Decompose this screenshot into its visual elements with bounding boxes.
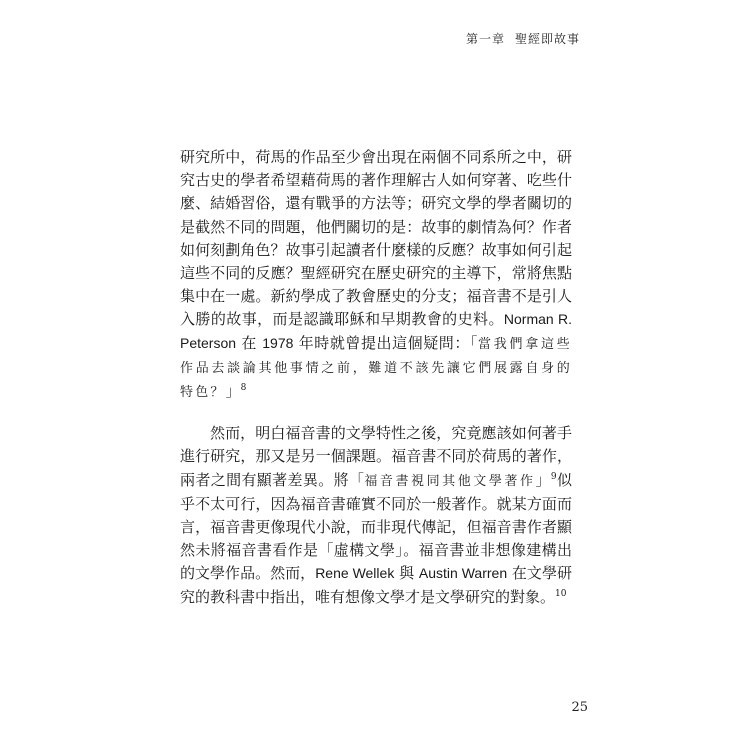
footnote-marker-10: 10: [555, 588, 567, 599]
running-header: [466, 30, 580, 47]
chapter-title: 聖經即故事: [514, 32, 580, 46]
paragraph-2: [180, 422, 572, 609]
chapter-label: 第一章: [465, 32, 505, 46]
page-number: 25: [571, 700, 588, 715]
paragraph-2-text-b: 」: [535, 470, 551, 489]
paragraph-1-text-c: 年時就曾提出這個疑問：「: [293, 333, 478, 352]
year: 1978: [262, 334, 294, 351]
paragraph-1-text-a: 研究所中，荷馬的作品至少會出現在兩個不同系所之中，研究古史的學者希望藉荷馬的著作理解古人如何穿著、吃些什麼、結婚習俗，還有戰爭的方法等；研究文學的學者關切的是截然不同的問題，他們關切的是：故事的劇情為何？作者如何刻劃角色？故事引起讀者什麼樣的反應？故事如何引起這些不同的反應？聖經研究在歷史研究的主導下，常將焦點集中在一處。新約學成了教會歷史的分支；福音書不是引人入勝的故事，而是認識耶穌和早期教會的史料。: [180, 148, 572, 329]
footnote-marker-9: 9: [550, 471, 557, 482]
paragraph-1: [180, 146, 572, 404]
paragraph-1-text-d: 」: [225, 382, 241, 401]
paragraph-2-text-a: 然而，明白福音書的文學特性之後，究竟應該如何著手進行研究，那又是另一個課題。福音書不同於荷馬的著作，兩者之間有顯著差異。將「: [180, 424, 572, 489]
footnote-marker-8: 8: [240, 383, 247, 394]
author-name-wellek: Rene Wellek: [315, 565, 395, 582]
paragraph-1-text-b: 在: [236, 333, 263, 352]
peterson-quote: 當我們拿這些作品去談論其他事情之前，難道不該先讓它們展露自身的特色？: [180, 336, 572, 401]
author-name-peterson: Norman R. Peterson: [180, 311, 572, 351]
body-text: [180, 146, 572, 609]
paragraph-2-text-c: 似乎不太可行，因為福音書確實不同於一般著作。就某方面而言，福音書更像現代小說，而非現代傳記，但福音書作者顯然未將福音書看作是「虛構文學」。福音書並非想像建構出的文學作品。然而，: [180, 470, 572, 583]
author-name-warren: Austin Warren: [418, 565, 508, 582]
paragraph-2-text-e: 在文學研究的教科書中指出，唯有想像文學才是文學研究的對象。: [180, 564, 572, 606]
gospel-quote: 福音書視同其他文學著作: [364, 473, 536, 489]
paragraph-2-text-d: 與: [394, 564, 419, 583]
